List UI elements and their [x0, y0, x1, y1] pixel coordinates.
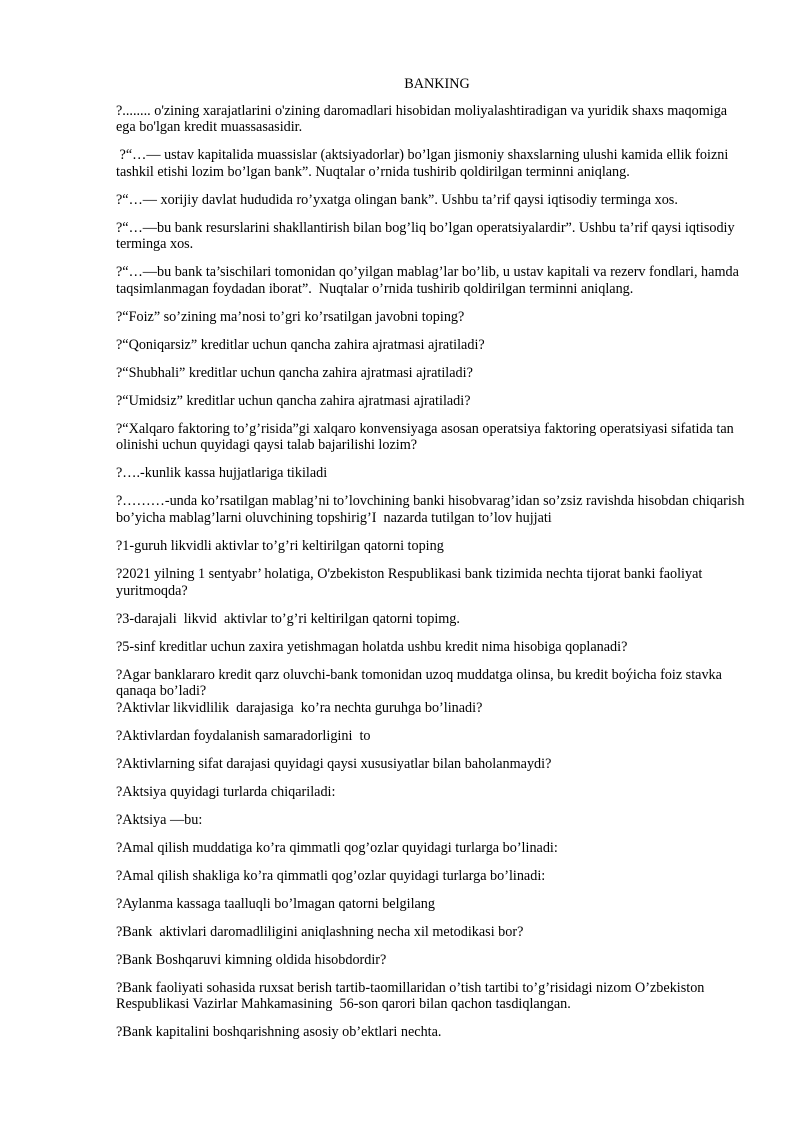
- question-item: ?Aylanma kassaga taalluqli bo’lmagan qatorni belgilang: [116, 895, 435, 912]
- question-item: ?“Qoniqarsiz” kreditlar uchun qancha zahira ajratmasi ajratiladi?: [116, 336, 485, 353]
- question-item: ?3-darajali likvid aktivlar to’g’ri keltirilgan qatorni topimg.: [116, 610, 460, 627]
- question-item: ?Aktivlarning sifat darajasi quyidagi qaysi xususiyatlar bilan baholanmaydi?: [116, 755, 552, 772]
- question-item: ?Agar banklararo kredit qarz oluvchi-bank tomonidan uzoq muddatga olinsa, bu kredit boýicha foiz stavka qanaqa bo’ladi?: [116, 666, 726, 700]
- question-item: ?Aktivlar likvidlilik darajasiga ko’ra nechta guruhga bo’linadi?: [116, 699, 483, 716]
- question-item: ?“Xalqaro faktoring to’g’risida”gi xalqaro konvensiyaga asosan operatsiya faktoring operatsiyasi sifatida tan olinishi uchun quyidagi qaysi talab bajarilishi lozim?: [116, 420, 738, 454]
- question-item: ?Bank faoliyati sohasida ruxsat berish tartib-taomillaridan o’tish tartibi to’g’risidagi nizom O’zbekiston Respublikasi Vazirlar Mahkamasining 56-son qarori bilan qachon tasdiqlangan.: [116, 979, 708, 1013]
- question-item: ?Amal qilish shakliga ko’ra qimmatli qog’ozlar quyidagi turlarga bo’linadi:: [116, 867, 546, 884]
- question-item: ?“Shubhali” kreditlar uchun qancha zahira ajratmasi ajratiladi?: [116, 364, 473, 381]
- question-item: ?Aktsiya quyidagi turlarda chiqariladi:: [116, 783, 336, 800]
- question-item: ?Aktivlardan foydalanish samaradorligini to: [116, 727, 371, 744]
- question-item: ?........ o'zining xarajatlarini o'zining daromadlari hisobidan moliyalashtiradigan va yuridik shaxs maqomiga ega bo'lgan kredit muassasasidir.: [116, 102, 731, 136]
- question-item: ?Amal qilish muddatiga ko’ra qimmatli qog’ozlar quyidagi turlarga bo’linadi:: [116, 839, 558, 856]
- question-item: ?“Foiz” so’zining ma’nosi to’gri ko’rsatilgan javobni toping?: [116, 308, 465, 325]
- document-body: [116, 76, 746, 1052]
- question-item: ?5-sinf kreditlar uchun zaxira yetishmagan holatda ushbu kredit nima hisobiga qoplanadi?: [116, 638, 628, 655]
- document-title: BANKING: [404, 76, 470, 92]
- question-item: ?Bank Boshqaruvi kimning oldida hisobdordir?: [116, 951, 387, 968]
- question-item: ?2021 yilning 1 sentyabr’ holatiga, O'zbekiston Respublikasi bank tizimida nechta tijorat banki faoliyat yuritmoqda?: [116, 565, 706, 599]
- question-item: ?Bank aktivlari daromadliligini aniqlashning necha xil metodikasi bor?: [116, 923, 524, 940]
- question-item: ?………-unda ko’rsatilgan mablag’ni to’lovchining banki hisobvarag’idan so’zsiz ravishda hisobdan chiqarish bo’yicha mablag’larni oluvchining topshirig’I nazarda tutilgan to’lov hujjati: [116, 493, 748, 526]
- question-item: ?“…— ustav kapitalida muassislar (aktsiyadorlar) bo’lgan jismoniy shaxslarning ulushi kamida ellik foizni tashkil etishi lozim bo’lgan bank”. Nuqtalar o’rnida tushirib qoldirilgan terminni aniqlang.: [116, 147, 732, 180]
- question-item: ?1-guruh likvidli aktivlar to’g’ri keltirilgan qatorni toping: [116, 537, 444, 554]
- question-item: ?….-kunlik kassa hujjatlariga tikiladi: [116, 465, 328, 482]
- question-item: ?Bank kapitalini boshqarishning asosiy ob’ektlari nechta.: [116, 1024, 442, 1041]
- question-item: ?Aktsiya —bu:: [116, 811, 203, 828]
- question-item: ?“Umidsiz” kreditlar uchun qancha zahira ajratmasi ajratiladi?: [116, 392, 471, 409]
- question-item: ?“…— xorijiy davlat hududida ro’yxatga olingan bank”. Ushbu ta’rif qaysi iqtisodiy terminga xos.: [116, 191, 678, 208]
- question-item: ?“…—bu bank resurslarini shakllantirish bilan bog’liq bo’lgan operatsiyalardir”. Ushbu ta’rif qaysi iqtisodiy terminga xos.: [116, 219, 739, 253]
- question-item: ?“…—bu bank ta’sischilari tomonidan qo’yilgan mablag’lar bo’lib, u ustav kapitali va rezerv fondlari, hamda taqsimlanmagan foydadan iborat”. Nuqtalar o’rnida tushirib qoldirilgan terminni aniqlang.: [116, 264, 743, 297]
